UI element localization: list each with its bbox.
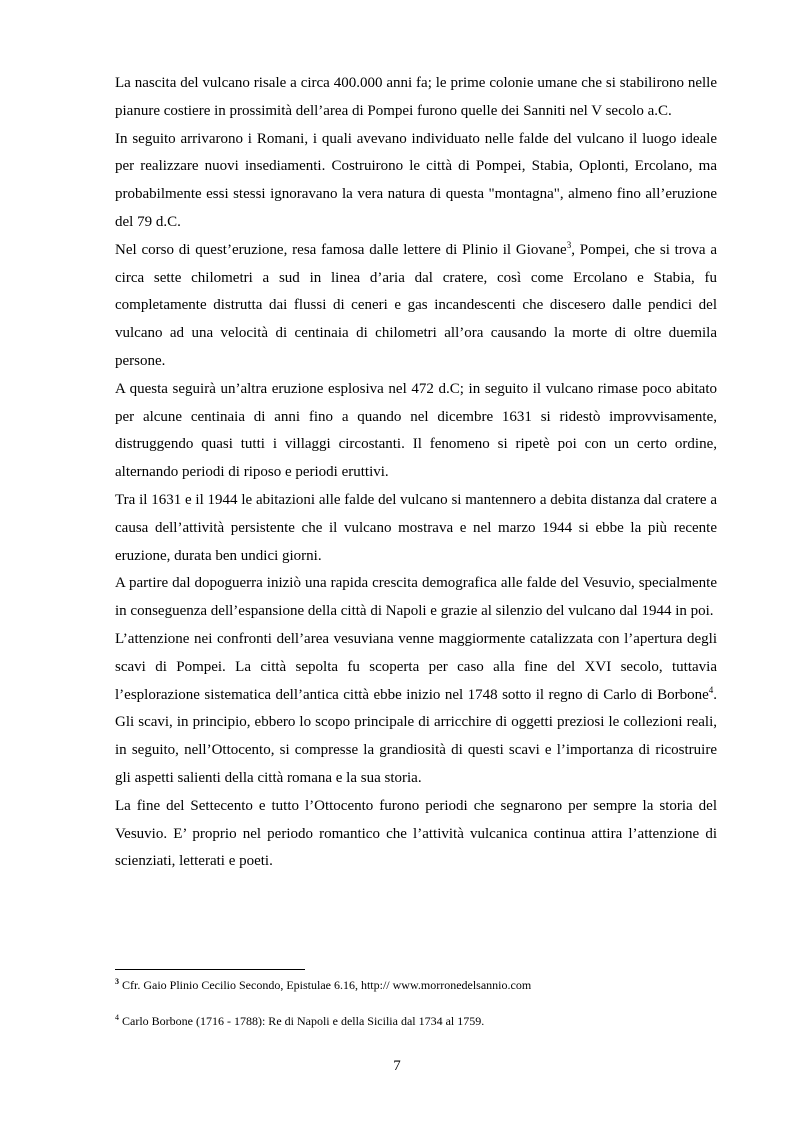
paragraph-5: Tra il 1631 e il 1944 le abitazioni alle falde del vulcano si mantennero a debita distanza dal cratere a causa dell’attività persistente che il vulcano mostrava e nel marzo 1944 si ebbe la più recente eruzione, durata ben undici giorni. <box>115 491 717 564</box>
paragraph-4: A questa seguirà un’altra eruzione esplosiva nel 472 d.C; in seguito il vulcano rimase poco abitato per alcune centinaia di anni fino a quando nel dicembre 1631 si ridestò improvvisamente, distruggendo quasi tutti i villaggi circostanti. Il fenomeno si ripetè poi con un certo ordine, alternando periodi di riposo e periodi eruttivi. <box>115 380 717 481</box>
paragraph-3 <box>115 237 717 376</box>
paragraph-8: La fine del Settecento e tutto l’Ottocento furono periodi che segnarono per sempre la storia del Vesuvio. E’ proprio nel periodo romantico che l’attività vulcanica continua attira l’attenzione di scienziati, letterati e poeti. <box>115 797 717 870</box>
footnote-3-number: 3 <box>115 977 119 986</box>
paragraph-7 <box>115 626 717 793</box>
footnote-4-number: 4 <box>115 1013 119 1022</box>
footnote-3-text: Cfr. Gaio Plinio Cecilio Secondo, Epistulae 6.16, http:// www.morronedelsannio.com <box>119 978 532 992</box>
paragraph-7-text-b: . Gli scavi, in principio, ebbero lo scopo principale di arricchire di oggetti preziosi le collezioni reali, in seguito, nell’Ottocento, si compresse la grandiosità di questi scavi e l’importanza di ricostruire gli aspetti salienti della città romana e la sua storia. <box>115 686 717 786</box>
paragraph-3-text-b: , Pompei, che si trova a circa sette chilometri a sud in linea d’aria dal cratere, così come Ercolano e Stabia, fu completamente distrutta dai flussi di ceneri e gas incandescenti che discesero dalle pendici del vulcano ad una velocità di centinaia di chilometri all’ora causando la morte di oltre duemila persone. <box>115 241 717 369</box>
paragraph-7-text-a: L’attenzione nei confronti dell’area vesuviana venne maggiormente catalizzata con l’apertura degli scavi di Pompei. La città sepolta fu scoperta per caso alla fine del XVI secolo, tuttavia l’esplorazione sistematica dell’antica città ebbe inizio nel 1748 sotto il regno di Carlo di Borbone <box>115 630 717 703</box>
footnote-4 <box>115 1014 717 1029</box>
footnote-ref-4: 4 <box>708 684 714 695</box>
footnote-3 <box>115 978 717 993</box>
paragraph-1: La nascita del vulcano risale a circa 400.000 anni fa; le prime colonie umane che si stabilirono nelle pianure costiere in prossimità dell’area di Pompei furono quelle dei Sanniti nel V secolo a.C. <box>115 75 717 119</box>
paragraph-3-text-a: Nel corso di quest’eruzione, resa famosa dalle lettere di Plinio il Giovane <box>115 241 567 258</box>
footnote-4-text: Carlo Borbone (1716 - 1788): Re di Napoli e della Sicilia dal 1734 al 1759. <box>119 1014 485 1028</box>
footnote-divider <box>115 969 305 970</box>
page-number: 7 <box>393 1058 401 1074</box>
footnote-ref-3: 3 <box>566 239 572 250</box>
main-text <box>115 70 717 876</box>
paragraph-6: A partire dal dopoguerra iniziò una rapida crescita demografica alle falde del Vesuvio, specialmente in conseguenza dell’espansione della città di Napoli e grazie al silenzio del vulcano dal 1944 in poi. <box>115 575 717 620</box>
paragraph-2: In seguito arrivarono i Romani, i quali avevano individuato nelle falde del vulcano il luogo ideale per realizzare nuovi insediamenti. Costruirono le città di Pompei, Stabia, Oplonti, Ercolano, ma probabilmente essi stessi ignoravano la vera natura di questa "montagna", almeno fino all’eruzione del 79 d.C. <box>115 130 717 230</box>
